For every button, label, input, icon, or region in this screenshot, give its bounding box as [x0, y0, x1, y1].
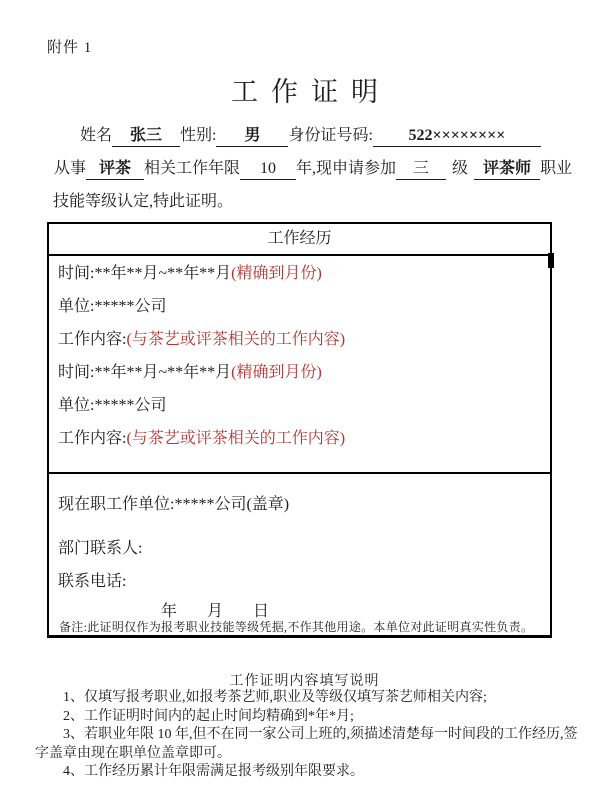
grade-label: 级: [452, 160, 469, 177]
company-label: 单位:: [58, 298, 95, 315]
time-label: 时间:: [58, 364, 95, 381]
experience-row-time-2: [58, 363, 322, 383]
table-header: 工作经历: [49, 224, 550, 256]
content-note-red: (与茶艺或评茶相关的工作内容): [126, 331, 346, 348]
intro-line-2: [54, 158, 572, 180]
title-value-blank: 评茶师: [474, 158, 540, 180]
intro-line-1: [80, 125, 541, 147]
company-value: *****公司: [94, 397, 167, 414]
date-month-label: 月: [207, 603, 224, 620]
company-value: *****公司: [94, 298, 167, 315]
date-day-label: 日: [253, 603, 270, 620]
id-label: 身份证号码:: [288, 127, 373, 144]
instruction-item-4: 4、工作经历累计年限需满足报考级别年限要求。: [63, 764, 364, 779]
time-note-red: (精确到月份): [231, 364, 322, 381]
current-employer-row: [58, 495, 289, 515]
table-section-divider: [48, 472, 551, 474]
name-label: 姓名: [80, 127, 113, 144]
document-title: 工作证明: [231, 77, 391, 107]
intro-line-3: 技能等级认定,特此证明。: [53, 193, 234, 210]
instruction-item-2: 2、工作证明时间内的起止时间均精确到*年*月;: [63, 708, 354, 724]
time-value: **年**月~**年**月: [94, 265, 232, 282]
work-years-label: 相关工作年限: [144, 160, 241, 177]
years-value-blank: 10: [240, 158, 296, 180]
occupation-value-blank: 评茶: [86, 158, 144, 180]
name-value-blank: 张三: [112, 125, 180, 147]
company-label: 单位:: [58, 397, 95, 414]
cursor-artifact-mark: [548, 253, 554, 268]
experience-row-company-2: [58, 396, 166, 416]
experience-row-time-1: [58, 264, 322, 284]
content-note-red: (与茶艺或评茶相关的工作内容): [126, 430, 346, 447]
current-employer-label: 现在职工作单位:: [58, 496, 175, 513]
experience-row-content-1: [58, 330, 345, 350]
experience-row-content-2: [58, 429, 345, 449]
instructions-title: 工作证明内容填写说明: [229, 674, 380, 689]
experience-row-company-1: [58, 297, 166, 317]
gender-label: 性别:: [180, 127, 217, 144]
instruction-item-1: 1、仅填写报考职业,如报考茶艺师,职业及等级仅填写茶艺师相关内容;: [63, 690, 487, 705]
engaged-in-label: 从事: [54, 160, 87, 177]
current-employer-value: *****公司(盖章): [174, 496, 290, 513]
time-value: **年**月~**年**月: [94, 364, 232, 381]
time-note-red: (精确到月份): [231, 265, 322, 282]
instructions-list: [35, 689, 580, 782]
apply-label: 年,现申请参加: [296, 160, 397, 177]
work-experience-table: [47, 222, 552, 638]
content-label: 工作内容:: [58, 430, 127, 447]
instruction-item-3: 3、若职业年限 10 年,但不在同一家公司上班的,须描述清楚每一时间段的工作经历,签字盖章由现在职单位盖章即可。: [35, 727, 578, 761]
table-footnote: 备注:此证明仅作为报考职业技能等级凭据,不作其他用途。本单位对此证明真实性负责。: [59, 620, 534, 634]
date-year-label: 年: [161, 603, 178, 620]
contact-phone-row: 联系电话:: [58, 573, 127, 590]
occupation-suffix-label: 职业: [540, 160, 573, 177]
contact-person-row: 部门联系人:: [58, 540, 143, 557]
time-label: 时间:: [58, 265, 95, 282]
level-value-blank: 三: [396, 158, 446, 180]
id-value-blank: 522××××××××: [373, 125, 541, 147]
content-label: 工作内容:: [58, 331, 127, 348]
attachment-label: 附件 1: [47, 40, 93, 56]
gender-value-blank: 男: [216, 125, 288, 147]
